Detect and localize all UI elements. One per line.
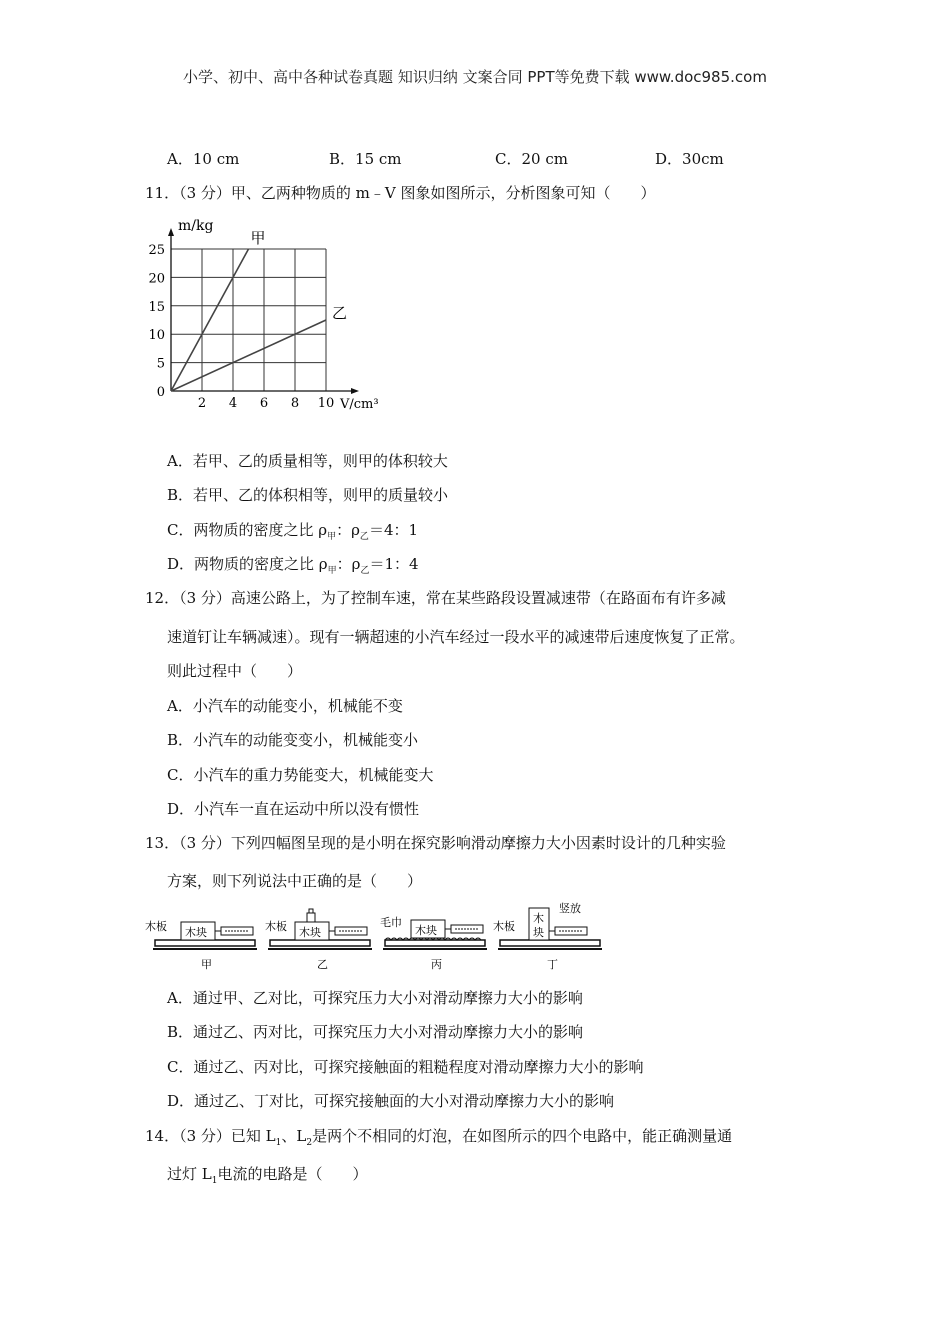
q11-option-a: A．若甲、乙的质量相等，则甲的体积较大 [167,452,448,470]
y-axis-arrow [168,228,174,236]
y-tick-label: 5 [156,356,165,372]
q14-text-b: 、L [281,1127,307,1145]
subscript-jia: 甲 [327,566,337,576]
q10-option-c: C．20 cm [495,150,568,168]
q13-option-a: A．通过甲、乙对比，可探究压力大小对滑动摩擦力大小的影响 [167,989,583,1007]
chart-ticks [148,243,334,411]
q14-text-a: 14．（3 分）已知 L [145,1127,276,1145]
x-tick-label: 2 [197,396,207,411]
q14-stem-line1 [145,1126,732,1153]
q14-text-c: 是两个不相同的灯泡，在如图所示的四个电路中，能正确测量通 [312,1127,733,1145]
q14-stem-line2 [167,1164,367,1191]
board-label: 木板 [493,920,515,933]
y-axis-label: m/kg [178,218,214,234]
towel-label: 毛巾 [380,916,402,929]
block-label-bottom: 块 [533,926,544,939]
subscript-1: 1 [211,1176,218,1186]
series-label-jia: 甲 [250,229,266,247]
weight [307,913,315,922]
y-tick-label: 10 [148,328,165,344]
q12-stem-line3: 则此过程中（ ） [167,662,303,680]
panel-ding [493,901,602,971]
subscript-1: 1 [275,1138,282,1148]
q11-stem: 11．（3 分）甲、乙两种物质的 m﹣V 图象如图所示，分析图象可知（ ） [145,184,656,202]
page-header: 小学、初中、高中各种试卷真题 知识归纳 文案合同 PPT等免费下载 www.doc985.com [183,68,767,86]
subscript-2: 2 [306,1138,313,1148]
x-tick-label: 6 [259,396,269,411]
x-tick-label: 10 [317,396,335,411]
subscript-yi: 乙 [359,532,369,542]
q11-option-c-ratio: ＝4：1 [368,521,419,539]
q11-option-d [167,554,419,581]
q12-option-c: C．小汽车的重力势能变大，机械能变大 [167,766,434,784]
panel-yi [265,909,372,971]
caption: 甲 [201,958,212,971]
q12-stem-line2: 速道钉让车辆减速）。现有一辆超速的小汽车经过一段水平的减速带后速度恢复了正常。 [167,628,745,646]
q10-option-a: A．10 cm [167,150,240,168]
q11-option-c-text: C．两物质的密度之比 ρ [167,521,328,539]
subscript-jia: 甲 [327,532,337,542]
block-label: 木块 [415,924,437,937]
x-tick-label: 4 [228,396,238,411]
upright-label: 竖放 [559,902,581,915]
chart-grid [171,249,326,391]
q12-stem-line1: 12．（3 分）高速公路上，为了控制车速，常在某些路段设置减速带（在路面布有许多减 [145,589,726,607]
q12-option-b: B．小汽车的动能变变小，机械能变小 [167,731,419,749]
caption: 丙 [431,958,442,971]
q12-option-a: A．小汽车的动能变小，机械能不变 [167,697,403,715]
x-axis-label: V/cm³ [340,397,379,412]
x-tick-label: 8 [290,396,300,411]
y-tick-label: 20 [148,271,165,287]
q11-option-c-mid: ：ρ [336,521,360,539]
q10-option-d: D．30cm [655,150,724,168]
board [385,940,485,946]
series-line-jia [171,249,249,391]
panel-jia [145,919,257,971]
q11-option-d-ratio: ＝1：4 [369,555,419,573]
caption: 乙 [317,958,328,971]
q11-option-d-mid: ：ρ [336,555,361,573]
q13-option-c: C．通过乙、丙对比，可探究接触面的粗糙程度对滑动摩擦力大小的影响 [167,1058,644,1076]
block-label: 木块 [185,926,207,939]
board-label: 木板 [145,920,167,933]
subscript-yi: 乙 [360,566,370,576]
caption: 丁 [547,958,558,971]
q13-option-d: D．通过乙、丁对比，可探究接触面的大小对滑动摩擦力大小的影响 [167,1092,615,1110]
board [500,940,600,946]
board [155,940,255,946]
q14-text-e: 电流的电路是（ ） [217,1165,368,1183]
q13-stem-line1: 13．（3 分）下列四幅图呈现的是小明在探究影响滑动摩擦力大小因素时设计的几种实验 [145,834,726,852]
q11-mv-chart [140,210,379,420]
q11-option-d-text: D．两物质的密度之比 ρ [167,555,328,573]
block-label-top: 木 [533,912,544,925]
q12-option-d: D．小汽车一直在运动中所以没有惯性 [167,800,420,818]
q11-option-b: B．若甲、乙的体积相等，则甲的质量较小 [167,486,449,504]
q13-stem-line2: 方案，则下列说法中正确的是（ ） [167,872,423,890]
board [270,940,370,946]
x-axis-arrow [351,388,359,394]
q10-option-b: B．15 cm [329,150,402,168]
board-label: 木板 [265,920,287,933]
y-tick-label: 25 [148,243,165,258]
chart-series [171,229,347,391]
q11-option-c [167,520,418,547]
q13-friction-figure [145,900,615,975]
series-line-yi [171,320,326,391]
y-tick-label: 15 [148,299,165,315]
series-label-yi: 乙 [332,304,348,322]
y-tick-label: 0 [156,385,165,400]
panel-bing [380,915,487,971]
q13-option-b: B．通过乙、丙对比，可探究压力大小对滑动摩擦力大小的影响 [167,1023,584,1041]
q14-text-d: 过灯 L [167,1165,212,1183]
block-label: 木块 [299,926,321,939]
